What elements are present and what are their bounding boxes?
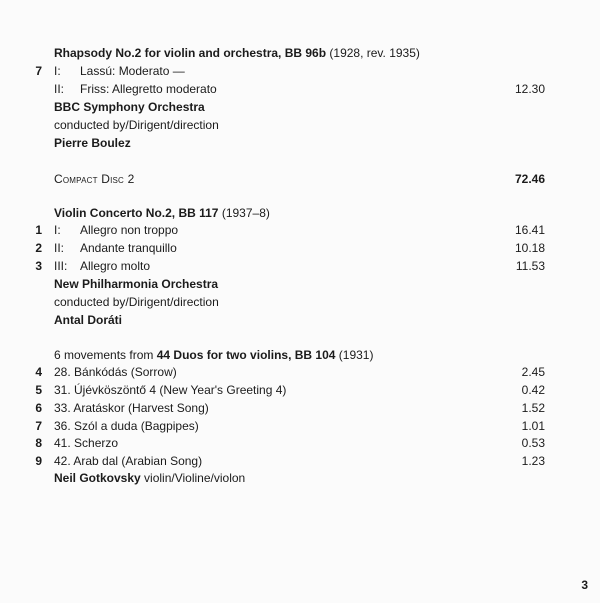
- concerto-title: Violin Concerto No.2, BB 117: [54, 206, 219, 220]
- conductor-name: Pierre Boulez: [54, 136, 131, 150]
- movement-title: Allegro molto: [80, 259, 151, 273]
- disc-total-duration: 72.46: [514, 172, 545, 186]
- movement-numeral: II:: [54, 82, 65, 96]
- track-duration: 0.42: [521, 383, 545, 397]
- movement-title: 28. Bánkódás (Sorrow): [54, 365, 177, 379]
- track-number: 9: [35, 454, 42, 468]
- performer-line: [0, 470, 600, 487]
- track-row: [0, 435, 600, 452]
- movement-title: 41. Scherzo: [54, 436, 119, 450]
- rhapsody-title: Rhapsody No.2 for violin and orchestra, BB 96b: [54, 46, 327, 60]
- conducted-by-label: conducted by/Dirigent/direction: [54, 295, 219, 309]
- track-number: 2: [35, 241, 42, 255]
- track-number: 5: [35, 383, 42, 397]
- track-row: [0, 364, 600, 381]
- track-row: [0, 400, 600, 417]
- conducted-line: [0, 294, 600, 311]
- track-number: 1: [35, 223, 42, 237]
- movement-title: Friss: Allegretto moderato: [80, 82, 217, 96]
- rhapsody-heading: [0, 45, 600, 62]
- orchestra-name: BBC Symphony Orchestra: [54, 100, 205, 114]
- track-duration: 1.52: [521, 401, 545, 415]
- track-row: [0, 418, 600, 435]
- movement-title: Andante tranquillo: [80, 241, 177, 255]
- track-duration: 1.23: [521, 454, 545, 468]
- orchestra-line: [0, 99, 600, 116]
- track-row: [0, 63, 600, 80]
- movement-numeral: II:: [54, 241, 65, 255]
- movement-title: Allegro non troppo: [80, 223, 179, 237]
- track-duration: 10.18: [514, 241, 545, 255]
- movement-numeral: I:: [54, 64, 61, 78]
- track-number: 4: [35, 365, 42, 379]
- movement-title: 31. Újévköszöntő 4 (New Year's Greeting 4): [54, 383, 287, 397]
- track-duration: 12.30: [514, 82, 545, 96]
- conducted-by-label: conducted by/Dirigent/direction: [54, 118, 219, 132]
- page-number: 3: [581, 578, 588, 592]
- track-row: [0, 382, 600, 399]
- movement-title: 42. Arab dal (Arabian Song): [54, 454, 203, 468]
- track-duration: 1.01: [521, 419, 545, 433]
- movement-title: Lassú: Moderato —: [80, 64, 185, 78]
- track-number: 6: [35, 401, 42, 415]
- track-duration: 0.53: [521, 436, 545, 450]
- disc-label: Compact Disc 2: [54, 172, 135, 186]
- track-row: [0, 240, 600, 257]
- duos-title: 44 Duos for two violins, BB 104: [156, 348, 336, 362]
- duos-heading: [0, 347, 600, 364]
- track-row: [0, 222, 600, 239]
- movement-numeral: III:: [54, 259, 68, 273]
- track-number: 7: [35, 419, 42, 433]
- track-row: [0, 81, 600, 98]
- concerto-date: (1937–8): [221, 206, 270, 220]
- track-number: 3: [35, 259, 42, 273]
- track-duration: 2.45: [521, 365, 545, 379]
- duos-intro: 6 movements from: [54, 348, 154, 362]
- conductor-line: [0, 312, 600, 329]
- movement-title: 36. Szól a duda (Bagpipes): [54, 419, 199, 433]
- performer-name: Neil Gotkovsky: [54, 471, 141, 485]
- track-number: 8: [35, 436, 42, 450]
- track-row: [0, 258, 600, 275]
- movement-title: 33. Aratáskor (Harvest Song): [54, 401, 209, 415]
- conductor-name: Antal Doráti: [54, 313, 123, 327]
- track-duration: 11.53: [515, 259, 545, 273]
- track-row: [0, 453, 600, 470]
- disc-heading: [0, 171, 600, 188]
- track-duration: 16.41: [514, 223, 545, 237]
- conducted-line: [0, 117, 600, 134]
- orchestra-line: [0, 276, 600, 293]
- rhapsody-date: (1928, rev. 1935): [329, 46, 420, 60]
- conductor-line: [0, 135, 600, 152]
- performer-role: violin/Violine/violon: [144, 471, 246, 485]
- duos-date: (1931): [338, 348, 374, 362]
- track-number: 7: [35, 64, 42, 78]
- movement-numeral: I:: [54, 223, 61, 237]
- orchestra-name: New Philharmonia Orchestra: [54, 277, 219, 291]
- concerto-heading: [0, 205, 600, 222]
